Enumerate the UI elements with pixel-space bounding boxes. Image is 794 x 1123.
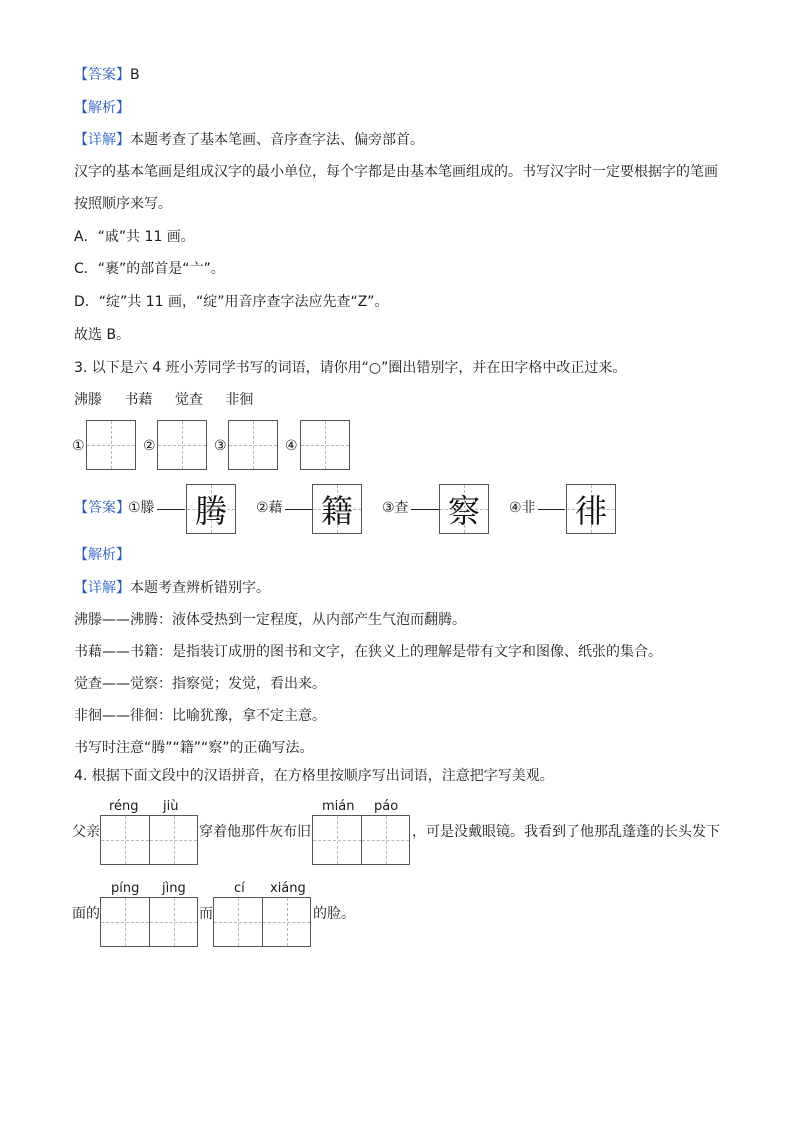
- circled-number: ④: [285, 438, 298, 454]
- pinyin-grid[interactable]: [100, 815, 198, 865]
- q3-detail-line: [74, 578, 270, 598]
- q2-analysis-line: [74, 98, 130, 118]
- q3-word: 沸滕: [74, 392, 102, 408]
- tianzige-grid[interactable]: [300, 420, 350, 470]
- q4-text: 面的: [72, 906, 100, 922]
- answer-grid: [439, 484, 489, 534]
- answer-char: 察: [447, 492, 480, 530]
- q3-prompt: 3. 以下是六 4 班小芳同学书写的词语，请你用“○”圈出错别字，并在田字格中改正过来。: [74, 360, 627, 376]
- detail-tag: 【详解】: [74, 580, 130, 596]
- pinyin-label: jiù: [163, 799, 179, 814]
- answer-tag: 【答案】: [74, 500, 130, 516]
- answer-label: ②藉: [256, 500, 283, 516]
- pinyin-label: píng: [111, 881, 140, 896]
- q3-explain-line: 非徊——徘徊：比喻犹豫，拿不定主意。: [74, 708, 326, 724]
- pinyin-grid[interactable]: [312, 815, 410, 865]
- q2-answer-line: [74, 65, 140, 85]
- detail-tag: 【详解】: [74, 132, 130, 148]
- answer-label: ④非: [509, 500, 536, 516]
- answer-char: 腾: [194, 492, 227, 530]
- answer-dash: [411, 509, 439, 510]
- pinyin-label: xiáng: [270, 881, 306, 896]
- circled-number: ③: [214, 438, 227, 454]
- answer-grid: [566, 484, 616, 534]
- q3-word: 觉查: [174, 392, 203, 408]
- answer-tag: 【答案】: [74, 67, 130, 83]
- answer-dash: [285, 509, 312, 510]
- analysis-tag: 【解析】: [74, 100, 130, 116]
- q4-text: 父亲: [72, 824, 100, 840]
- q2-detail-line: [74, 130, 424, 150]
- q3-word: 非徊: [225, 392, 254, 408]
- circled-number: ①: [72, 438, 85, 454]
- detail-text: 本题考查辨析错别字。: [130, 580, 270, 596]
- q2-para1-line1: 汉字的基本笔画是组成汉字的最小单位，每个字都是由基本笔画组成的。书写汉字时一定要根据字的笔画: [74, 164, 718, 180]
- q4-prompt: 4. 根据下面文段中的汉语拼音，在方格里按顺序写出词语，注意把字写美观。: [74, 768, 554, 784]
- q3-word: 书藉: [124, 392, 153, 408]
- answer-dash: [157, 509, 185, 510]
- q2-option-c: C．“裹”的部首是“亠”。: [74, 261, 225, 277]
- tianzige-grid[interactable]: [86, 420, 136, 470]
- answer-label: ③查: [382, 500, 409, 516]
- pinyin-label: jìng: [162, 881, 186, 896]
- tianzige-grid[interactable]: [157, 420, 207, 470]
- pinyin-label: réng: [109, 799, 139, 814]
- detail-text: 本题考查了基本笔画、音序查字法、偏旁部首。: [130, 132, 424, 148]
- q3-analysis-line: [74, 545, 130, 565]
- answer-grid: [186, 484, 236, 534]
- pinyin-label: cí: [234, 881, 245, 896]
- q4-text: 穿着他那件灰布旧: [199, 824, 311, 840]
- q3-words: [74, 390, 253, 410]
- q3-explain-line: 书藉——书籍：是指装订成册的图书和文字，在狭义上的理解是带有文字和图像、纸张的集合。: [74, 644, 662, 660]
- q3-explain-line: 觉查——觉察：指察觉；发觉，看出来。: [74, 676, 326, 692]
- q2-conclusion: 故选 B。: [74, 327, 131, 343]
- pinyin-grid[interactable]: [213, 897, 311, 947]
- pinyin-label: mián: [322, 799, 355, 814]
- pinyin-label: páo: [374, 799, 399, 814]
- answer-value: B: [130, 67, 140, 83]
- circled-number: ②: [143, 438, 156, 454]
- q4-text: 的脸。: [313, 906, 355, 922]
- pinyin-grid[interactable]: [100, 897, 198, 947]
- q3-explain-line: 沸滕——沸腾：液体受热到一定程度，从内部产生气泡而翻腾。: [74, 612, 466, 628]
- q2-option-d: D．“绽”共 11 画，“绽”用音序查字法应先查“Z”。: [74, 294, 389, 310]
- q3-explain-line: 书写时注意“腾”“籍”“察”的正确写法。: [74, 740, 314, 756]
- q4-text: 而: [199, 906, 213, 922]
- answer-label: ①滕: [128, 500, 155, 516]
- answer-char: 徘: [574, 492, 607, 530]
- q2-option-a: A．“戚”共 11 画。: [74, 229, 195, 245]
- q2-para1-line2: 按照顺序来写。: [74, 196, 172, 212]
- q4-text: ，可是没戴眼镜。我看到了他那乱蓬蓬的长头发下: [412, 824, 720, 840]
- tianzige-grid[interactable]: [228, 420, 278, 470]
- answer-char: 籍: [320, 492, 353, 530]
- answer-grid: [312, 484, 362, 534]
- analysis-tag: 【解析】: [74, 547, 130, 563]
- answer-dash: [538, 509, 565, 510]
